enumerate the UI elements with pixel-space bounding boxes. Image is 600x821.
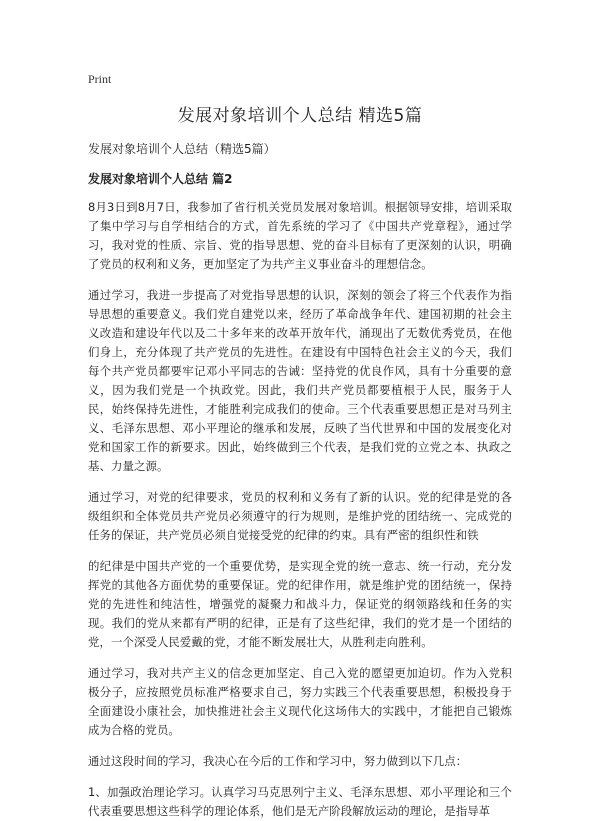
paragraph: 的纪律是中国共产党的一个重要优势，是实现全党的统一意志、统一行动，充分发挥党的其他各方面优势的重要保证。党的纪律作用，就是维护党的团结统一，保持党的先进性和纯洁性，增强党的凝聚力和战斗力，保证党的纲领路线和任务的实现。我们的党从来都有严明的纪律，正是有了这些纪律，我们的党才是一个团结的党，一个深受人民爱戴的党，才能不断发展壮大，从胜利走向胜利。 bbox=[88, 559, 512, 649]
paragraph: 8月3日到8月7日，我参加了省行机关党员发展对象培训。根据领导安排，培训采取了集中学习与自学相结合的方式，首先系统的学习了《中国共产党章程》，通过学习，我对党的性质、宗旨、党的指导思想、党的奋斗目标有了更深刻的认识，明确了党员的权利和义务，更加坚定了为共产主义事业奋斗的理想信念。 bbox=[88, 200, 512, 271]
paragraph: 通过学习，我进一步提高了对党指导思想的认识，深刻的领会了将三个代表作为指导思想的重要意义。我们党自建党以来，经历了革命战争年代、建国初期的社会主义改造和建设年代以及二十多年来的改革开放年代，涌现出了无数优秀党员，在他们身上，充分体现了共产党员的先进性。在建设有中国特色社会主义的今天，我们每个共产党员都要牢记邓小平同志的告诫：坚持党的优良作风，具有十分重要的意义，因为我们党是一个执政党。因此，我们共产党员都要植根于人民，服务于人民，始终保持先进性，才能胜利完成我们的使命。三个代表重要思想正是对马列主义、毛泽东思想、邓小平理论的继承和发展，反映了当代世界和中国的发展变化对党和国家工作的新要求。因此，始终做到三个代表，是我们党的立党之本、执政之基、力量之源。 bbox=[88, 288, 512, 473]
print-link[interactable]: Print bbox=[88, 72, 112, 86]
paragraph: 通过这段时间的学习，我决心在今后的工作和学习中，努力做到以下几点： bbox=[88, 754, 468, 768]
section-heading: 发展对象培训个人总结 篇2 bbox=[88, 172, 233, 186]
paragraph: 1、加强政治理论学习。认真学习马克思列宁主义、毛泽东思想、邓小平理论和三个代表重要思想这些科学的理论体系，他们是无产阶段解放运动的理论，是指导革 bbox=[88, 785, 512, 818]
paragraph: 通过学习，我对共产主义的信念更加坚定、自己入党的愿望更加迫切。作为入党积极分子，应按照党员标准严格要求自己，努力实践三个代表重要思想，积极投身于全面建设小康社会，加快推进社会主义现代化这场伟大的实践中，才能把自己锻炼成为合格的党员。 bbox=[88, 666, 512, 737]
document-title: 发展对象培训个人总结 精选5篇 bbox=[177, 106, 423, 126]
document-subtitle: 发展对象培训个人总结（精选5篇） bbox=[88, 142, 276, 156]
paragraph: 通过学习，对党的纪律要求，党员的权利和义务有了新的认识。党的纪律是党的各级组织和全体党员共产党员必须遵守的行为规则，是维护党的团结统一、完成党的任务的保证，共产党员必须自觉接受党的纪律的约束。具有严密的组织性和铁 bbox=[88, 490, 512, 542]
